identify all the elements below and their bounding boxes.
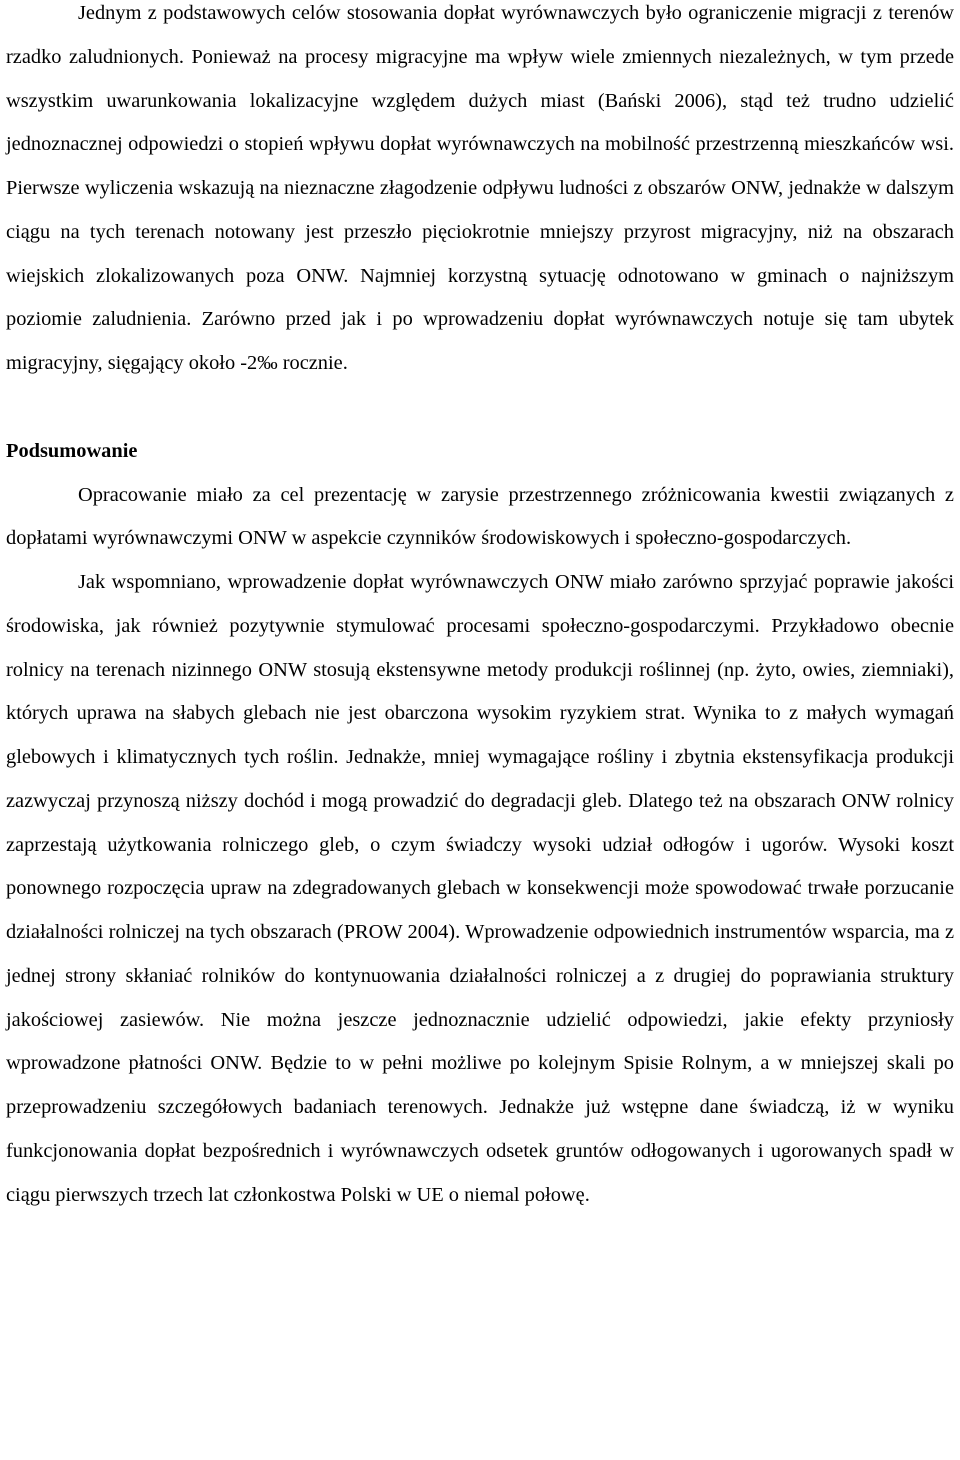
paragraph-summary-intro: Opracowanie miało za cel prezentację w zarysie przestrzennego zróżnicowania kwestii związanych z dopłatami wyrównawczymi ONW w aspekcie czynników środowiskowych i społeczno-gospodarczych. (6, 483, 954, 550)
paragraph-migration: Jednym z podstawowych celów stosowania dopłat wyrównawczych było ograniczenie migracji z terenów rzadko zaludnionych. Ponieważ na procesy migracyjne ma wpływ wiele zmiennych niezależnych, w tym przede wszystkim uwarunkowania lokalizacyjne względem dużych miast (Bański 2006), stąd też trudno udzielić jednoznacznej odpowiedzi o stopień wpływu dopłat wyrównawczych na mobilność przestrzenną mieszkańców wsi. Pierwsze wyliczenia wskazują na nieznaczne złagodzenie odpływu ludności z obszarów ONW, jednakże w dalszym ciągu na tych terenach notowany jest przeszło pięciokrotnie mniejszy przyrost migracyjny, niż na obszarach wiejskich zlokalizowanych poza ONW. Najmniej korzystną sytuację odnotowano w gminach o najniższym poziomie zaludnienia. Zarówno przed jak i po wprowadzeniu dopłat wyrównawczych notuje się tam ubytek migracyjny, sięgający około -2‰ rocznie. (6, 2, 954, 374)
paragraph-summary-body: Jak wspomniano, wprowadzenie dopłat wyrównawczych ONW miało zarówno sprzyjać poprawie jakości środowiska, jak również pozytywnie stymulować procesami społeczno-gospodarczymi. Przykładowo obecnie rolnicy na terenach nizinnego ONW stosują ekstensywne metody produkcji roślinnej (np. żyto, owies, ziemniaki), których uprawa na słabych glebach nie jest obarczona wysokim ryzykiem strat. Wynika to z małych wymagań glebowych i klimatycznych tych roślin. Jednakże, mniej wymagające rośliny i zbytnia ekstensyfikacja produkcji zazwyczaj przynoszą niższy dochód i mogą prowadzić do degradacji gleb. Dlatego też na obszarach ONW rolnicy zaprzestają użytkowania rolniczego gleb, o czym świadczy wysoki udział odłogów i ugorów. Wysoki koszt ponownego rozpoczęcia upraw na zdegradowanych glebach w konsekwencji może spowodować trwałe porzucanie działalności rolniczej na tych obszarach (PROW 2004). Wprowadzenie odpowiednich instrumentów wsparcia, ma z jednej strony skłaniać rolników do kontynuowania działalności rolniczej a z drugiej do poprawiania struktury jakościowej zasiewów. Nie można jeszcze jednoznacznie udzielić odpowiedzi, jakie efekty przyniosły wprowadzone płatności ONW. Będzie to w pełni możliwe po kolejnym Spisie Rolnym, a w mniejszej skali po przeprowadzeniu szczegółowych badaniach terenowych. Jednakże już wstępne dane świadczą, iż w wyniku funkcjonowania dopłat bezpośrednich i wyrównawczych odsetek gruntów odłogowanych i ugorowanych spadł w ciągu pierwszych trzech lat członkostwa Polski w UE o niemal połowę. (6, 571, 954, 1206)
document-page (6, 0, 954, 1217)
section-heading-summary: Podsumowanie (6, 439, 138, 462)
